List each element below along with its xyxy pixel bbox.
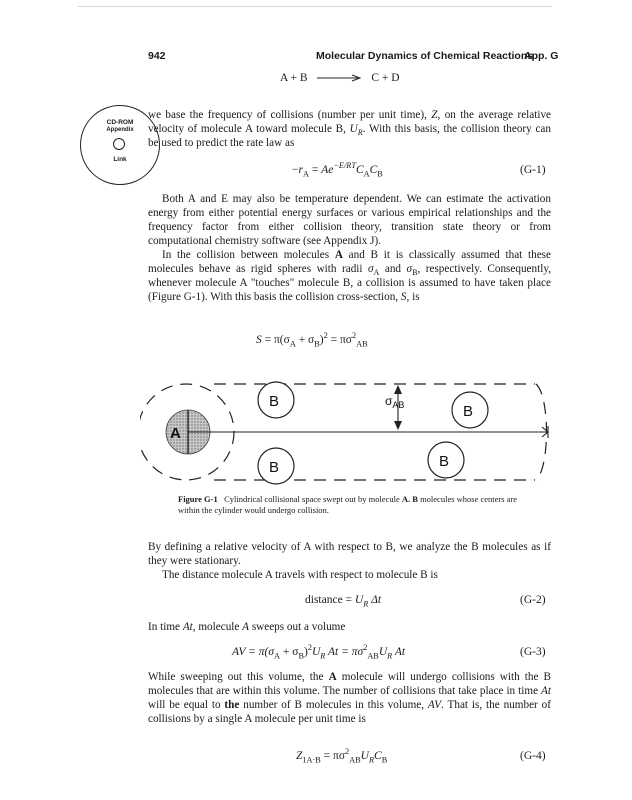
molecule-b <box>428 442 464 478</box>
appendix-label: App. G <box>524 50 559 62</box>
equation-number-g2: (G-2) <box>520 594 546 606</box>
molecule-b <box>258 448 294 484</box>
paragraph-relative-velocity: By defining a relative velocity of A with respect to B, we analyze the B molecules as if they were stationary. <box>148 541 551 568</box>
svg-text:B: B <box>439 453 450 470</box>
molecule-b <box>452 392 488 428</box>
paragraph-distance: The distance molecule A travels with respect to molecule B is <box>162 569 438 581</box>
figure-collision-cylinder <box>140 370 560 492</box>
reaction-equation: A + B C + D <box>280 72 400 84</box>
equation-g2: distance = $U_R$ Δt <box>305 594 382 609</box>
figure-caption: Figure G-1 Cylindrical collisional space swept out by molecule A. B molecules whose centers are within the cylinder would undergo collision. <box>178 494 518 515</box>
equation-number-g4: (G-4) <box>520 750 546 762</box>
running-title: Molecular Dynamics of Chemical Reactions <box>316 50 534 62</box>
svg-text:B: B <box>269 393 280 410</box>
reaction-arrow-icon <box>316 73 362 83</box>
cd-hole-icon <box>113 138 125 150</box>
svg-text:B: B <box>269 459 280 476</box>
molecule-b <box>258 382 294 418</box>
paragraph-collision-count: While sweeping out this volume, the A molecule will undergo collisions with the B molecules that are within this volume. The number of collisions that take place in time At will be equal to the number of B molecules in this volume, AV. That is, the number of collisions by a single A molecule per unit time is <box>148 671 551 726</box>
equation-g3: AV = $\pi(\sigma_A + \sigma_B)^2U_R$ $At = \pi\sigma^2_{AB}U_R$ At <box>232 643 406 661</box>
paragraph-sweep-volume: In time At, molecule A sweeps out a volume <box>148 621 346 633</box>
equation-g1: $-r_A = Ae^{-E/RT}C_AC_B$ <box>292 161 383 179</box>
svg-text:B: B <box>463 403 474 420</box>
paragraph-activation-energy: Both A and E may also be temperature dependent. We can estimate the activation energy from either potential energy surfaces or various empirical relationships and the frequency factor from either collision theory, transition state theory or from computational chemistry software (see Appendix J). <box>148 193 551 248</box>
molecule-a-label: A <box>170 425 181 442</box>
equation-number-g3: (G-3) <box>520 646 546 658</box>
equation-g4: $Z_{1A\cdot B} = \pi\sigma^2_{AB}U_RC_B$ <box>296 747 388 765</box>
equation-number-g1: (G-1) <box>520 164 546 176</box>
cd-appendix-label: Appendix <box>106 127 134 133</box>
top-rule <box>78 6 552 7</box>
cd-rom-label: CD-ROM <box>106 119 134 126</box>
sigma-ab-label: $\sigma_{AB}$ <box>385 394 405 410</box>
page-number: 942 <box>148 50 166 62</box>
cd-link-label: Link <box>113 156 127 163</box>
paragraph-rigid-spheres: In the collision between molecules A and B it is classically assumed that these molecules behave as rigid spheres with radii $\sigma_A$ and $\sigma_B$, respectively. Consequently, whenever molecule A "touches" molecule B, a collision is assumed to have taken place (Figure G-1). With this basis the collision cross-section, S, is <box>148 249 551 304</box>
paragraph-collision-frequency: we base the frequency of collisions (number per unit time), Z, on the average relative velocity of molecule A toward molecule B, $U_R$. With this basis, the collision theory can be used to predict the rate law as <box>148 109 552 150</box>
equation-cross-section: $S = \pi(\sigma_A + \sigma_B)^2 = \pi\sigma^2_{AB}$ <box>256 331 368 349</box>
